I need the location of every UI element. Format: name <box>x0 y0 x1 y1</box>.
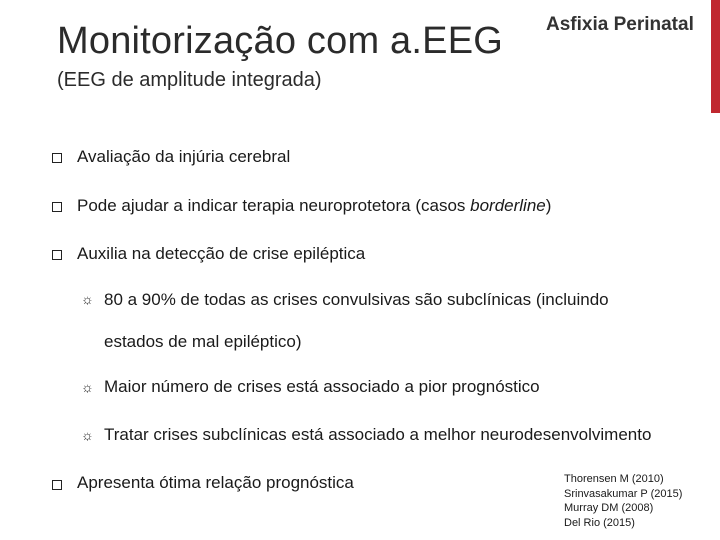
sub-bullet-3-text: Tratar crises subclínicas está associado a melhor neurodesenvolvimento <box>104 425 652 444</box>
sub-bullet-1-line1: 80 a 90% de todas as crises convulsivas são subclínicas (incluindo <box>104 290 609 309</box>
sub-bullet-1-line2: estados de mal epiléptico) <box>104 332 302 351</box>
sun-bullet-icon: ☼ <box>81 427 94 443</box>
accent-bar <box>711 0 720 113</box>
bullet-1-text: Avaliação da injúria cerebral <box>77 147 291 166</box>
bullet-2-text-end: ) <box>545 196 552 215</box>
sun-bullet-icon: ☼ <box>81 291 94 307</box>
bullet-4-text: Apresenta ótima relação prognóstica <box>77 473 354 492</box>
slide-title: Monitorização com a.EEG <box>57 20 503 62</box>
bullet-2-text <box>77 196 551 216</box>
reference-item: Murray DM (2008) <box>564 502 654 514</box>
square-bullet-icon <box>52 153 62 163</box>
slide-subtitle: (EEG de amplitude integrada) <box>57 69 322 91</box>
square-bullet-icon <box>52 480 62 490</box>
square-bullet-icon <box>52 202 62 212</box>
bullet-2-text-main: Pode ajudar a indicar terapia neuroprotetora (casos <box>77 196 471 215</box>
reference-item: Thorensen M (2010) <box>564 473 664 485</box>
references <box>564 472 682 530</box>
sun-bullet-icon: ☼ <box>81 379 94 395</box>
reference-item: Del Rio (2015) <box>564 516 635 529</box>
bullet-3-text: Auxilia na detecção de crise epiléptica <box>77 244 366 263</box>
slide-topic: Asfixia Perinatal <box>546 14 694 35</box>
reference-item: Srinvasakumar P (2015) <box>564 487 683 500</box>
sub-bullet-2-text: Maior número de crises está associado a pior prognóstico <box>104 377 540 396</box>
square-bullet-icon <box>52 250 62 260</box>
bullet-2-text-italic: borderline <box>470 196 546 215</box>
